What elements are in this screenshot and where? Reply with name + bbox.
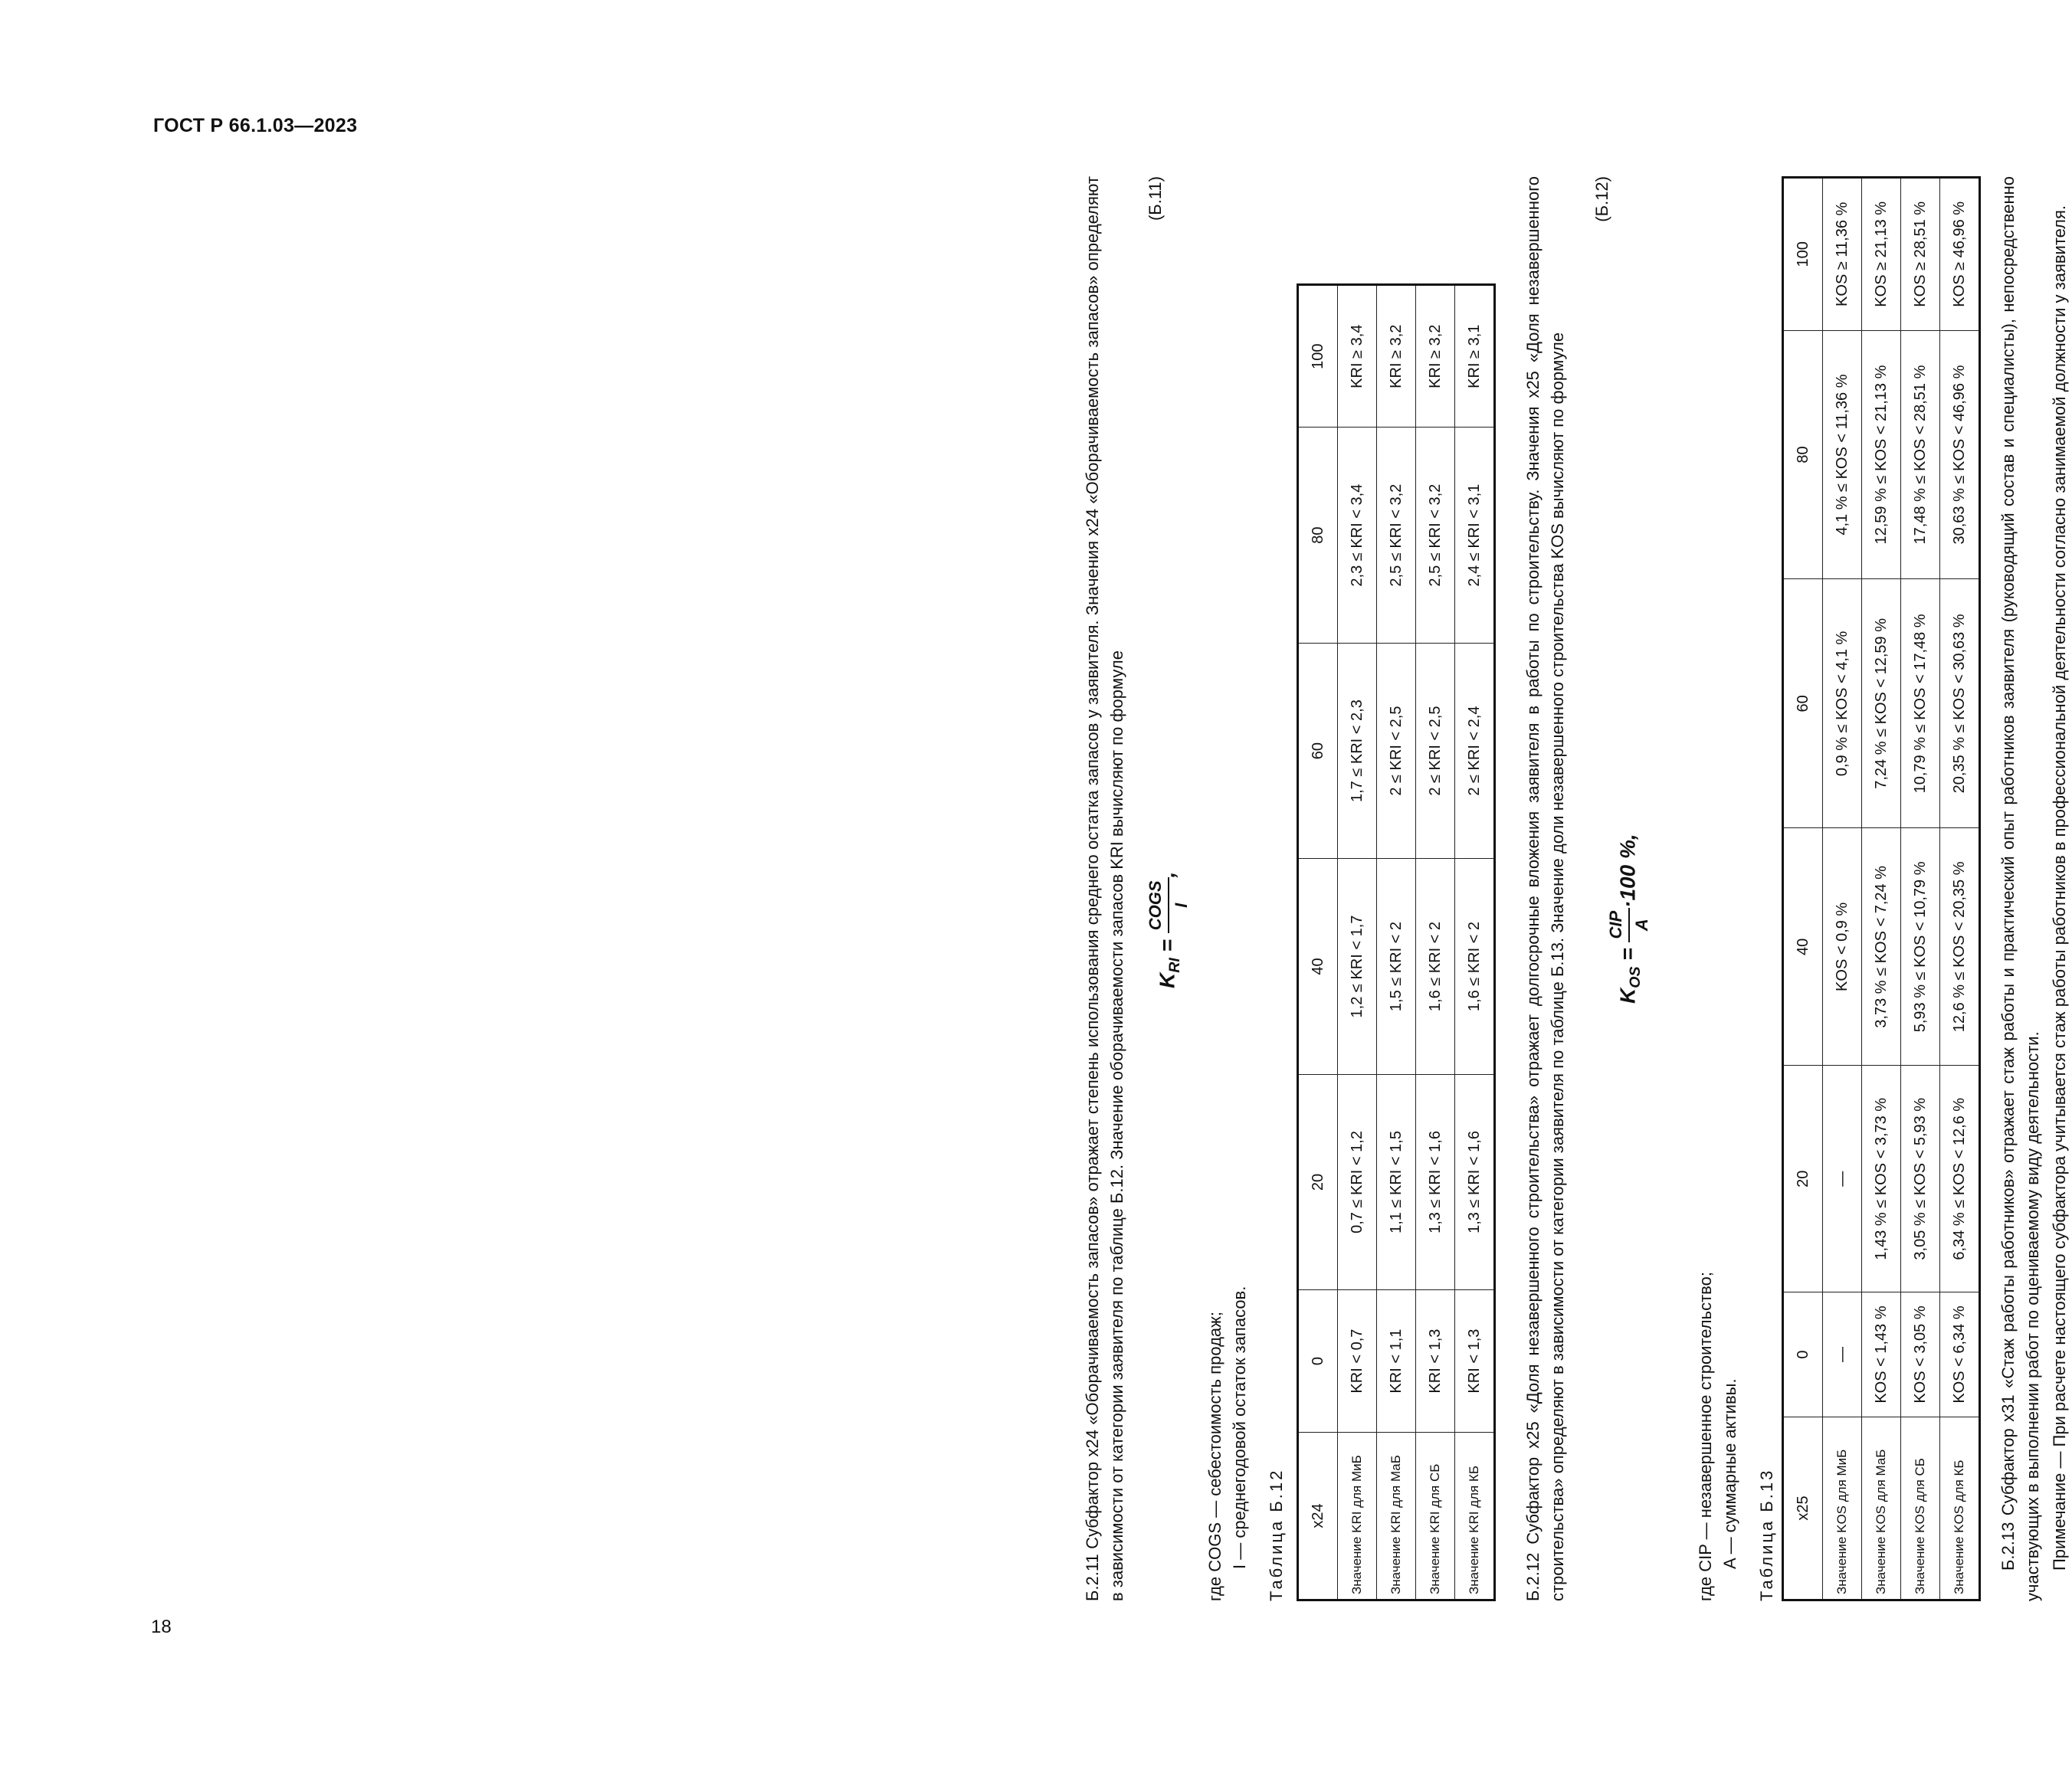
table-header-cell: 0 <box>1298 1290 1338 1433</box>
table-header-cell: 60 <box>1298 643 1338 858</box>
table-cell: — <box>1823 1066 1862 1292</box>
table-cell: 6,34 % ≤ KOS < 12,6 % <box>1940 1066 1980 1292</box>
table-cell: 2,5 ≤ KRI < 3,2 <box>1416 428 1455 643</box>
table-header-cell: 40 <box>1298 859 1338 1074</box>
table-cell: KRI ≥ 3,4 <box>1338 285 1377 428</box>
table-cell: 1,6 ≤ KRI < 2 <box>1416 859 1455 1074</box>
table-cell: KRI ≥ 3,1 <box>1455 285 1495 428</box>
table-cell: KRI < 1,3 <box>1455 1290 1495 1433</box>
table-row-header: Значение KRI для КБ <box>1455 1433 1495 1600</box>
table-cell: KOS ≥ 21,13 % <box>1862 178 1901 331</box>
document-header: ГОСТ Р 66.1.03—2023 <box>153 115 358 136</box>
table-cell: 1,1 ≤ KRI < 1,5 <box>1377 1074 1416 1289</box>
where-b12-line2: A — суммарные активы. <box>1720 1378 1739 1569</box>
table-cell: 3,05 % ≤ KOS < 5,93 % <box>1901 1066 1940 1292</box>
table-cell: 20,35 % ≤ KOS < 30,63 % <box>1940 579 1980 828</box>
table-header-cell: 40 <box>1783 828 1823 1066</box>
table-cell: 2,5 ≤ KRI < 3,2 <box>1377 428 1416 643</box>
table-header-cell: 100 <box>1298 285 1338 428</box>
table-row <box>1862 178 1901 1600</box>
table-header-cell: x25 <box>1783 1417 1823 1600</box>
table-cell: 1,3 ≤ KRI < 1,6 <box>1416 1074 1455 1289</box>
table-header-cell: 80 <box>1783 330 1823 579</box>
table-cell: 2 ≤ KRI < 2,5 <box>1377 643 1416 858</box>
table-cell: 0,7 ≤ KRI < 1,2 <box>1338 1074 1377 1289</box>
table-cell: 2 ≤ KRI < 2,5 <box>1416 643 1455 858</box>
table-row-header: Значение KRI для МиБ <box>1338 1433 1377 1600</box>
table-header-cell: 20 <box>1783 1066 1823 1292</box>
table-cell: KRI < 1,3 <box>1416 1290 1455 1433</box>
table-row-header: Значение KOS для МиБ <box>1823 1417 1862 1600</box>
table-cell: KOS ≥ 28,51 % <box>1901 178 1940 331</box>
table-b12-caption: Таблица Б.12 <box>1267 1468 1286 1601</box>
table-cell: KRI ≥ 3,2 <box>1377 285 1416 428</box>
table-cell: 7,24 % ≤ KOS < 12,59 % <box>1862 579 1901 828</box>
formula-b11: $K_{RI}$ = COGS I , <box>1143 872 1194 988</box>
table-header-cell: x24 <box>1298 1433 1338 1600</box>
table-cell: 12,59 % ≤ KOS < 21,13 % <box>1862 330 1901 579</box>
table-cell: — <box>1823 1292 1862 1417</box>
table-cell: KOS ≥ 46,96 % <box>1940 178 1980 331</box>
table-cell: 1,5 ≤ KRI < 2 <box>1377 859 1416 1074</box>
table-cell: 1,3 ≤ KRI < 1,6 <box>1455 1074 1495 1289</box>
rotated-content <box>1080 176 2069 1601</box>
table-cell: KRI < 0,7 <box>1338 1290 1377 1433</box>
table-row-header: Значение KOS для КБ <box>1940 1417 1980 1600</box>
table-row <box>1377 285 1416 1600</box>
table-cell: 1,6 ≤ KRI < 2 <box>1455 859 1495 1074</box>
table-cell: 1,2 ≤ KRI < 1,7 <box>1338 859 1377 1074</box>
where-b12-line1: где CIP — незавершенное строительство; <box>1696 1272 1715 1601</box>
table-row-header: Значение KRI для МаБ <box>1377 1433 1416 1600</box>
table-cell: 30,63 % ≤ KOS < 46,96 % <box>1940 330 1980 579</box>
table-row-header: Значение KRI для СБ <box>1416 1433 1455 1600</box>
table-row-header: Значение KOS для МаБ <box>1862 1417 1901 1600</box>
table-b13-caption: Таблица Б.13 <box>1757 1468 1776 1601</box>
where-b11-line1: где COGS — себестоимость продаж; <box>1205 1312 1225 1601</box>
table-b12 <box>1297 283 1496 1601</box>
table-row <box>1416 285 1455 1600</box>
table-header-cell: 60 <box>1783 579 1823 828</box>
table-header-cell: 20 <box>1298 1074 1338 1289</box>
table-row <box>1901 178 1940 1600</box>
table-row <box>1338 285 1377 1600</box>
table-cell: 5,93 % ≤ KOS < 10,79 % <box>1901 828 1940 1066</box>
table-b13 <box>1782 176 1981 1601</box>
table-cell: 2,3 ≤ KRI < 3,4 <box>1338 428 1377 643</box>
table-row-header: Значение KOS для СБ <box>1901 1417 1940 1600</box>
table-header-cell: 80 <box>1298 428 1338 643</box>
page-number: 18 <box>151 1617 172 1637</box>
table-cell: 12,6 % ≤ KOS < 20,35 % <box>1940 828 1980 1066</box>
table-cell: KRI < 1,1 <box>1377 1290 1416 1433</box>
formula-b12: $K_{OS}$ = CIP A ·100 %, <box>1604 834 1654 1004</box>
where-b11-line2: I — среднегодовой остаток запасов. <box>1230 1286 1249 1569</box>
table-row <box>1455 285 1495 1600</box>
table-cell: 2,4 ≤ KRI < 3,1 <box>1455 428 1495 643</box>
formula-b11-number: (Б.11) <box>1146 176 1165 221</box>
table-header-cell: 0 <box>1783 1292 1823 1417</box>
table-cell: KRI ≥ 3,2 <box>1416 285 1455 428</box>
table-row <box>1823 178 1862 1600</box>
table-row <box>1940 178 1980 1600</box>
note-paragraph: Примечание — При расчете настоящего субфактора учитывается стаж работы работников в профессиональной деятельности согласно занимаемой должности у заявителя. <box>2050 205 2069 1571</box>
table-cell: KOS < 3,05 % <box>1901 1292 1940 1417</box>
table-cell: 1,43 % ≤ KOS < 3,73 % <box>1862 1066 1901 1292</box>
table-header-row <box>1298 285 1338 1600</box>
formula-b12-number: (Б.12) <box>1592 176 1611 222</box>
table-cell: KOS < 6,34 % <box>1940 1292 1980 1417</box>
table-cell: 10,79 % ≤ KOS < 17,48 % <box>1901 579 1940 828</box>
table-cell: 4,1 % ≤ KOS < 11,36 % <box>1823 330 1862 579</box>
table-cell: KOS < 0,9 % <box>1823 828 1862 1066</box>
table-cell: 2 ≤ KRI < 2,4 <box>1455 643 1495 858</box>
table-header-cell: 100 <box>1783 178 1823 331</box>
paragraph-b212: Б.2.12 Субфактор x25 «Доля незавершенного строительства» отражает долгосрочные вложения заявителя в работы по строительству. Значения x25 «Доля незавершенного строительства» определяют в зависимости от категории заявителя по таблице Б.13. Значение доли незавершенного строительства KOS вычисляют по формуле <box>1523 176 1567 1601</box>
table-cell: KOS < 1,43 % <box>1862 1292 1901 1417</box>
table-cell: KOS ≥ 11,36 % <box>1823 178 1862 331</box>
table-header-row <box>1783 178 1823 1600</box>
table-cell: 1,7 ≤ KRI < 2,3 <box>1338 643 1377 858</box>
table-cell: 17,48 % ≤ KOS < 28,51 % <box>1901 330 1940 579</box>
paragraph-b211: Б.2.11 Субфактор x24 «Оборачиваемость запасов» отражает степень использования среднего остатка запасов у заявителя. Значения x24 «Оборачиваемость запасов» определяют в зависимости от категории заявителя по таблице Б.12. Значение оборачиваемости запасов KRI вычисляют по формуле <box>1083 176 1126 1601</box>
table-cell: 3,73 % ≤ KOS < 7,24 % <box>1862 828 1901 1066</box>
table-cell: 0,9 % ≤ KOS < 4,1 % <box>1823 579 1862 828</box>
paragraph-b213: Б.2.13 Субфактор x31 «Стаж работы работников» отражает стаж работы и практический опыт работников заявителя (руководящий состав и специалисты), непосредственно участвующих в выполнении работ по оцениваемому виду деятельности. <box>1998 176 2042 1601</box>
